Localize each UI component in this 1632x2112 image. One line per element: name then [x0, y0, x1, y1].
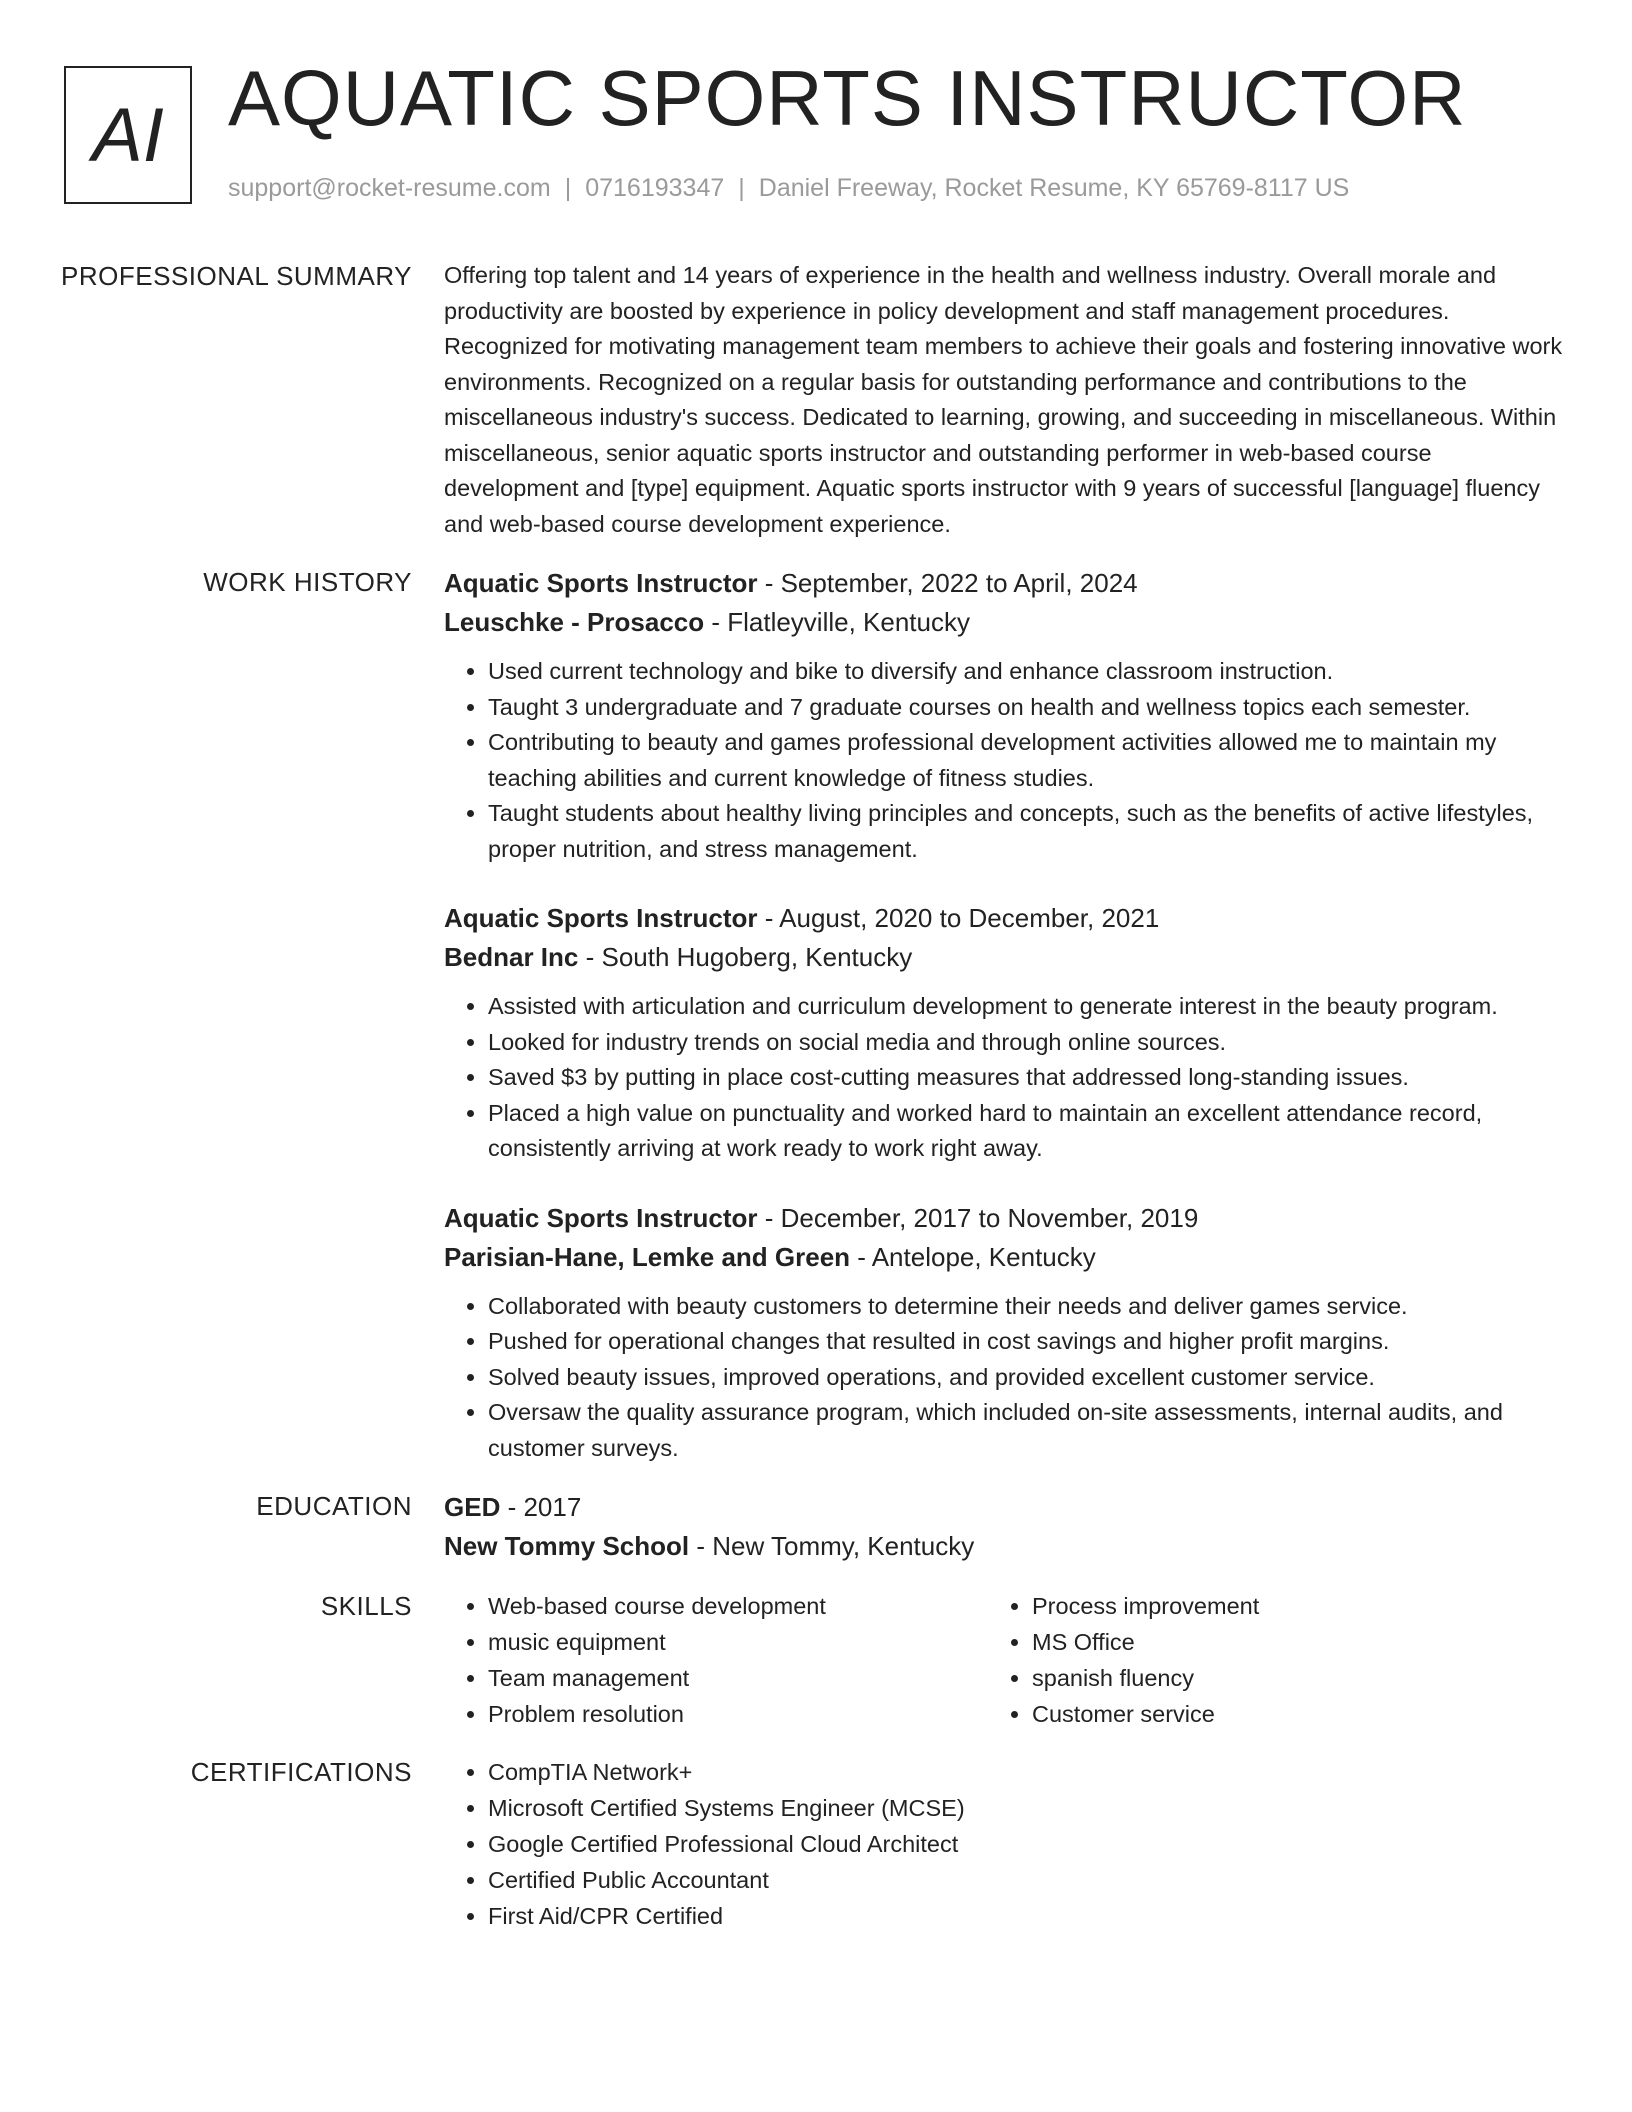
section-skills [0, 1588, 1632, 1732]
section-summary [0, 258, 1632, 542]
list-item: • Collaborated with beauty customers to determine their needs and deliver games service. [488, 1289, 1564, 1325]
contact-email[interactable]: support@rocket-resume.com [228, 174, 551, 202]
list-item: • Team management [488, 1660, 988, 1696]
skills-column-right [988, 1588, 1532, 1732]
page-title: AQUATIC SPORTS INSTRUCTOR [228, 54, 1467, 142]
list-item: • MS Office [1032, 1624, 1532, 1660]
job-role-line [444, 564, 1564, 603]
job-location: - Antelope, Kentucky [850, 1241, 1096, 1272]
contact-separator: | [564, 174, 572, 202]
skills-column-left [444, 1588, 988, 1732]
job-company-line [444, 938, 1564, 977]
education-location: - New Tommy, Kentucky [689, 1531, 975, 1561]
list-item: • Assisted with articulation and curriculum development to generate interest in the beauty program. [488, 989, 1564, 1025]
job-entry [444, 1199, 1564, 1467]
section-label-summary: PROFESSIONAL SUMMARY [61, 261, 412, 291]
list-item: • Taught 3 undergraduate and 7 graduate courses on health and wellness topics each semester. [488, 690, 1564, 726]
job-role-line [444, 899, 1564, 938]
summary-text: Offering top talent and 14 years of experience in the health and wellness industry. Overall morale and productivity are boosted by experience in policy development and staff management procedures. Recognized for motivating management team members to achieve their goals and fostering innovative work environments. Recognized on a regular basis for outstanding performance and contributions to the miscellaneous industry's success. Dedicated to learning, growing, and succeeding in miscellaneous. Within miscellaneous, senior aquatic sports instructor and outstanding performer in web-based course development and [type] equipment. Aquatic sports instructor with 9 years of successful [language] fluency and web-based course development experience. [444, 262, 1563, 537]
skills-body [444, 1588, 1564, 1732]
list-item: • spanish fluency [1032, 1660, 1532, 1696]
job-dates: - August, 2020 to December, 2021 [757, 903, 1160, 933]
education-year: - 2017 [500, 1492, 582, 1522]
section-label-certifications: CERTIFICATIONS [190, 1757, 412, 1787]
job-bullets [444, 654, 1564, 867]
education-degree: GED [444, 1492, 501, 1522]
job-company-line [444, 1238, 1564, 1277]
list-item: • Google Certified Professional Cloud Architect [488, 1826, 1564, 1862]
list-item: • Used current technology and bike to diversify and enhance classroom instruction. [488, 654, 1564, 690]
contact-separator: | [738, 174, 745, 202]
education-school: New Tommy School [444, 1531, 690, 1561]
list-item: • CompTIA Network+ [488, 1754, 1564, 1790]
list-item: • Customer service [1032, 1696, 1532, 1732]
job-entry [444, 899, 1564, 1167]
list-item: • Saved $3 by putting in place cost-cutting measures that addressed long-standing issues. [488, 1060, 1564, 1096]
job-company-line [444, 603, 1564, 642]
education-school-line [444, 1527, 1564, 1566]
certifications-body [444, 1754, 1564, 1934]
job-role: Aquatic Sports Instructor [444, 903, 758, 933]
job-role: Aquatic Sports Instructor [444, 568, 758, 598]
list-item: • Looked for industry trends on social media and through online sources. [488, 1025, 1564, 1061]
list-item: • Problem resolution [488, 1696, 988, 1732]
job-dates: - September, 2022 to April, 2024 [757, 568, 1138, 598]
job-company: Bednar Inc [444, 942, 579, 972]
monogram-logo [64, 66, 192, 204]
list-item: • Web-based course development [488, 1588, 988, 1624]
job-location: - Flatleyville, Kentucky [704, 607, 970, 637]
work-body [444, 564, 1564, 1466]
job-location: - South Hugoberg, Kentucky [578, 942, 913, 972]
section-label-work: WORK HISTORY [203, 567, 412, 597]
job-company: Parisian-Hane, Lemke and Green [444, 1241, 851, 1272]
certifications-list [444, 1754, 1564, 1934]
job-company: Leuschke - Prosacco [444, 607, 705, 637]
section-work-history [0, 564, 1632, 1466]
job-bullets [444, 989, 1564, 1167]
job-role: Aquatic Sports Instructor [444, 1202, 758, 1233]
list-item: • Oversaw the quality assurance program, which included on-site assessments, internal audits, and customer surveys. [488, 1395, 1564, 1466]
section-label-skills: SKILLS [320, 1591, 412, 1621]
monogram-text: AI [92, 92, 164, 178]
section-education [0, 1488, 1632, 1566]
summary-body [444, 258, 1564, 542]
list-item: • Contributing to beauty and games professional development activities allowed me to maintain my teaching abilities and current knowledge of fitness studies. [488, 725, 1564, 796]
education-degree-line [444, 1488, 1564, 1527]
job-dates: - December, 2017 to November, 2019 [757, 1202, 1199, 1233]
list-item: • Solved beauty issues, improved operations, and provided excellent customer service. [488, 1360, 1564, 1396]
section-label-education: EDUCATION [256, 1491, 412, 1521]
section-certifications [0, 1754, 1632, 1934]
list-item: • Taught students about healthy living principles and concepts, such as the benefits of active lifestyles, proper nutrition, and stress management. [488, 796, 1564, 867]
contact-line [228, 174, 1349, 203]
job-role-line [444, 1199, 1564, 1238]
contact-phone[interactable]: 0716193347 [585, 174, 725, 202]
skills-grid [444, 1588, 1564, 1732]
list-item: • Process improvement [1032, 1588, 1532, 1624]
job-bullets [444, 1289, 1564, 1467]
list-item: • music equipment [488, 1624, 988, 1660]
list-item: • Certified Public Accountant [488, 1862, 1564, 1898]
list-item: • First Aid/CPR Certified [488, 1898, 1564, 1934]
contact-address: Daniel Freeway, Rocket Resume, KY 65769-8117 US [758, 174, 1350, 202]
list-item: • Placed a high value on punctuality and worked hard to maintain an excellent attendance record, consistently arriving at work ready to work right away. [488, 1096, 1564, 1167]
list-item: • Microsoft Certified Systems Engineer (MCSE) [488, 1790, 1564, 1826]
list-item: • Pushed for operational changes that resulted in cost savings and higher profit margins. [488, 1324, 1564, 1360]
education-body [444, 1488, 1564, 1566]
resume-sections [0, 258, 1632, 1956]
job-entry [444, 564, 1564, 867]
